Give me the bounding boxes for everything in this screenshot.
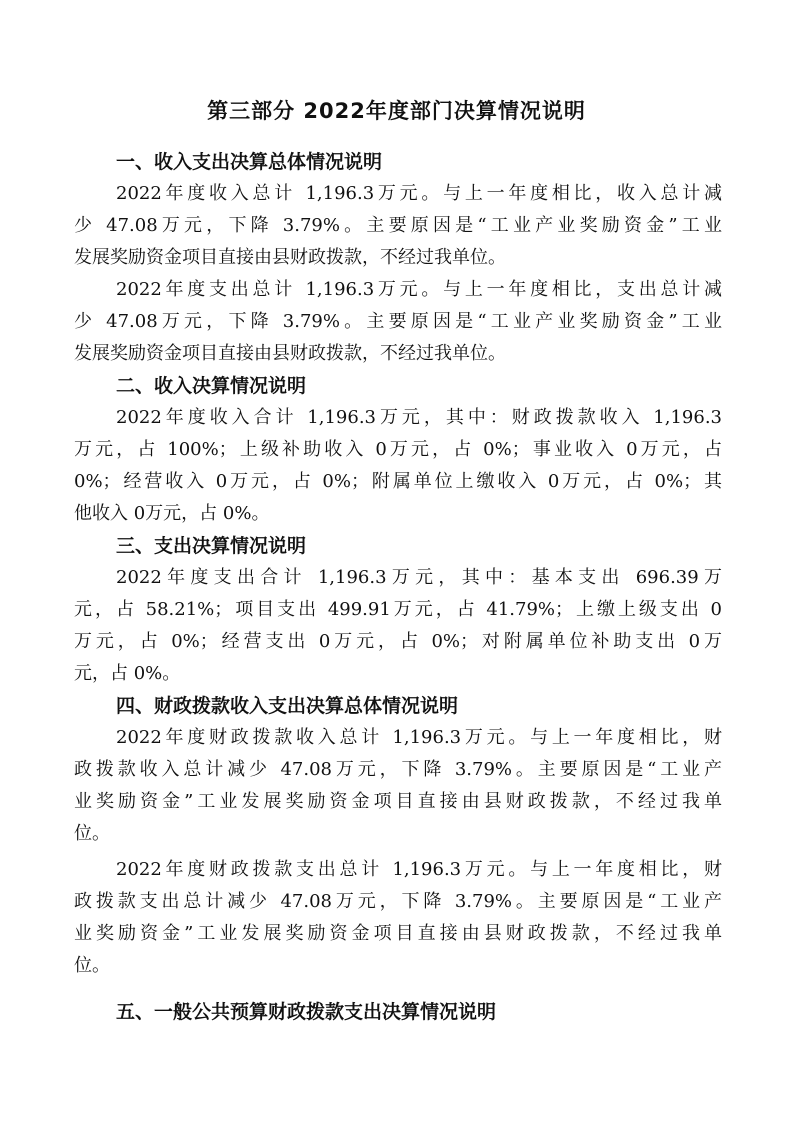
- section-heading: 三、支出决算情况说明: [116, 535, 307, 557]
- paragraph-line: 位。: [74, 823, 110, 844]
- paragraph-line: 元，占 0%。: [74, 663, 181, 684]
- paragraph-line: 万元，占 100%；上级补助收入 0万元，占 0%；事业收入 0万元，占: [74, 439, 722, 460]
- document-body: [74, 146, 722, 1028]
- section-4: [74, 690, 722, 982]
- paragraph-line: 2022年度财政拨款支出总计 1,196.3万元。与上一年度相比，财: [116, 859, 722, 880]
- paragraph-line: 0%；经营收入 0万元，占 0%；附属单位上缴收入 0万元，占 0%；其: [74, 471, 722, 492]
- paragraph-line: 2022年度支出合计 1,196.3万元，其中：基本支出 696.39万: [116, 567, 722, 588]
- paragraph-line: 发展奖励资金项目直接由县财政拨款，不经过我单位。: [74, 247, 506, 268]
- paragraph-line: 位。: [74, 955, 110, 976]
- section-heading: 四、财政拨款收入支出决算总体情况说明: [116, 695, 459, 717]
- paragraph-line: 少 47.08万元，下降 3.79%。主要原因是“工业产业奖励资金”工业: [74, 215, 722, 236]
- section-5: [74, 996, 722, 1028]
- paragraph-line: 2022年度收入总计 1,196.3万元。与上一年度相比，收入总计减: [116, 183, 722, 204]
- section-2: [74, 370, 722, 530]
- paragraph-line: 业奖励资金”工业发展奖励资金项目直接由县财政拨款，不经过我单: [74, 923, 722, 944]
- paragraph: [74, 854, 722, 982]
- paragraph-line: 元，占 58.21%；项目支出 499.91万元，占 41.79%；上缴上级支出 0: [74, 599, 722, 620]
- page-title: 第三部分 2022年度部门决算情况说明: [207, 99, 586, 123]
- paragraph-line: 发展奖励资金项目直接由县财政拨款，不经过我单位。: [74, 343, 506, 364]
- paragraph-line: 万元，占 0%；经营支出 0万元，占 0%；对附属单位补助支出 0万: [74, 631, 722, 652]
- section-3: [74, 530, 722, 690]
- section-heading: 五、一般公共预算财政拨款支出决算情况说明: [116, 1001, 497, 1023]
- paragraph-line: 少 47.08万元，下降 3.79%。主要原因是“工业产业奖励资金”工业: [74, 311, 722, 332]
- paragraph: [74, 402, 722, 530]
- section-heading: 一、收入支出决算总体情况说明: [116, 151, 383, 173]
- paragraph-line: 业奖励资金”工业发展奖励资金项目直接由县财政拨款，不经过我单: [74, 791, 722, 812]
- section-1: [74, 146, 722, 370]
- paragraph-line: 2022年度收入合计 1,196.3万元，其中：财政拨款收入 1,196.3: [116, 407, 722, 428]
- paragraph-line: 他收入 0万元，占 0%。: [74, 503, 270, 524]
- paragraph-line: 2022年度财政拨款收入总计 1,196.3万元。与上一年度相比，财: [116, 727, 722, 748]
- paragraph-line: 政拨款支出总计减少 47.08万元，下降 3.79%。主要原因是“工业产: [74, 891, 722, 912]
- paragraph: [74, 178, 722, 274]
- paragraph: [74, 722, 722, 850]
- paragraph-line: 政拨款收入总计减少 47.08万元，下降 3.79%。主要原因是“工业产: [74, 759, 722, 780]
- paragraph-line: 2022年度支出总计 1,196.3万元。与上一年度相比，支出总计减: [116, 279, 722, 300]
- paragraph: [74, 562, 722, 690]
- paragraph: [74, 274, 722, 370]
- section-heading: 二、收入决算情况说明: [116, 375, 307, 397]
